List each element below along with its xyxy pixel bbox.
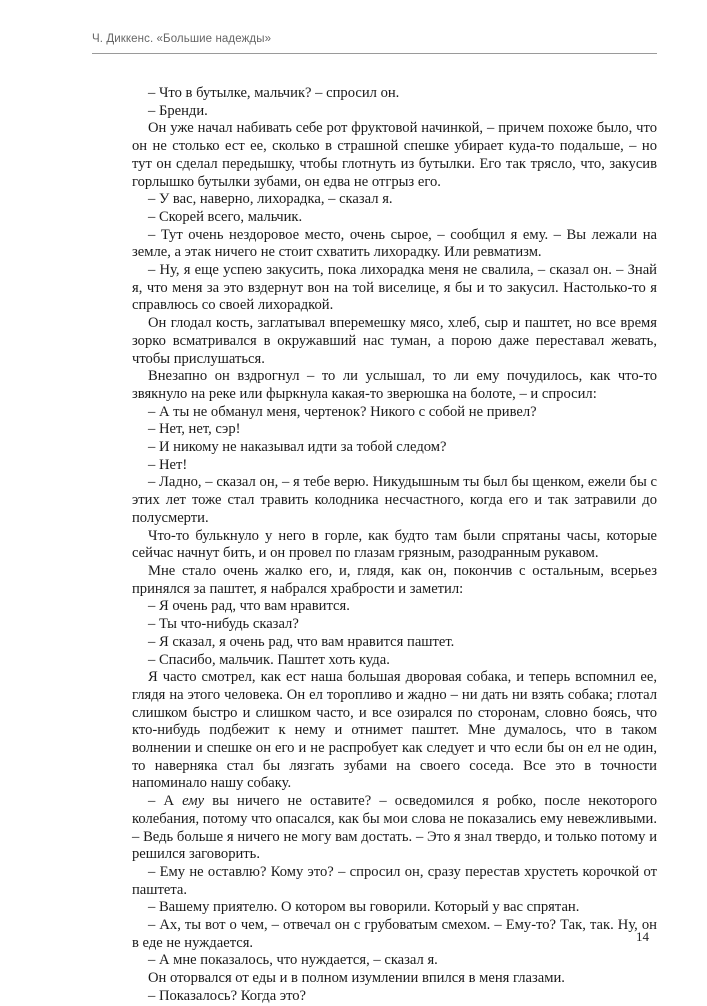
paragraph: – Ладно, – сказал он, – я тебе верю. Никудышным ты был бы щенком, ежели бы с этих лет тоже стал травить колодника несчастного, когда его и так затравили до полусмерти. — [132, 474, 657, 526]
paragraph: Он оторвался от еды и в полном изумлении впился в меня глазами. — [148, 970, 565, 987]
paragraph: – Тут очень нездоровое место, очень сырое, – сообщил я ему. – Вы лежали на земле, а этак ничего не стоит схватить лихорадку. Или ревматизм. — [132, 226, 657, 261]
paragraph: – Ах, ты вот о чем, – отвечал он с грубоватым смехом. – Ему-то? Так, так. Ну, он в еде не нуждается. — [132, 917, 657, 951]
paragraph: Мне стало очень жалко его, и, глядя, как он, покончив с остальным, всерьез принялся за паштет, я набрался храбрости и заметил: — [132, 562, 657, 597]
header-rule — [92, 53, 657, 54]
paragraph: – Скорей всего, мальчик. — [148, 208, 303, 225]
paragraph: – Ты что-нибудь сказал? — [148, 616, 299, 633]
paragraph: – Ему не оставлю? Кому это? – спросил он, сразу перестав хрустеть корочкой от паштета. — [132, 863, 657, 898]
paragraph: Я часто смотрел, как ест наша большая дворовая собака, и теперь вспомнил ее, глядя на этого человека. Он ел торопливо и жадно – ни дать ни взять собака; глотал слишком быстро и слишком часто, и все озирался по сторонам, словно боясь, что кто-нибудь подбежит к нему и отнимет паштет. Мне думалось, что в таком волнении и спешке он его и не распробует как следует и что если бы он ел не один, то наверняка стал бы лязгать зубами на своего соседа. Все это в точности напоминало нашу собаку. — [132, 669, 657, 792]
paragraph: – Показалось? Когда это? — [148, 987, 307, 1004]
emphasized-word: ему — [182, 793, 205, 810]
paragraph: – Спасибо, мальчик. Паштет хоть куда. — [148, 651, 390, 668]
paragraph: – У вас, наверно, лихорадка, – сказал я. — [148, 191, 393, 208]
paragraph: Внезапно он вздрогнул – то ли услышал, то ли ему почудилось, как что-то звякнуло на реке или фыркнула какая-то зверюшка на болоте, – и спросил: — [132, 368, 657, 402]
text-run: – А — [148, 793, 183, 810]
paragraph: – Нет, нет, сэр! — [148, 421, 241, 438]
page-number: 14 — [636, 929, 649, 944]
text-run: вы ничего не оставите? – осведомился я робко, после некоторого колебания, потому что опасался, как бы мои слова не показались ему невежливыми. – Ведь больше я ничего не могу вам достать. – Это я знал твердо, и только потому и решился заговорить. — [132, 793, 658, 863]
paragraph: – А ты не обманул меня, чертенок? Никого с собой не привел? — [148, 403, 537, 420]
paragraph: – И никому не наказывал идти за тобой следом? — [148, 439, 447, 456]
paragraph: – Нет! — [148, 456, 188, 473]
paragraph: – А мне показалось, что нуждается, – сказал я. — [148, 952, 438, 969]
paragraph: – Что в бутылке, мальчик? – спросил он. — [148, 85, 400, 101]
paragraph: – Я очень рад, что вам нравится. — [148, 598, 350, 615]
body-text — [132, 85, 657, 1006]
paragraph: – Бренди. — [148, 102, 208, 119]
paragraph: Он глодал кость, заглатывал вперемешку мясо, хлеб, сыр и паштет, но все время зорко всматривался в окружавший нас туман, а порою даже переставал жевать, чтобы прислушаться. — [132, 315, 657, 367]
running-header: Ч. Диккенс. «Большие надежды» — [92, 33, 272, 45]
paragraph-with-emphasis — [132, 793, 657, 864]
paragraph: – Вашему приятелю. О котором вы говорили. Который у вас спрятан. — [148, 899, 580, 916]
paragraph: – Ну, я еще успею закусить, пока лихорадка меня не свалила, – сказал он. – Знай я, что меня за это вздернут вон на той виселице, я бы и то закусил. Настолько-то я справлюсь со своей лихорадкой. — [132, 262, 657, 314]
paragraph: Он уже начал набивать себе рот фруктовой начинкой, – причем похоже было, что он не столько ест ее, сколько в страшной спешке убирает куда-то подальше, – но тут он сделал передышку, чтобы глотнуть из бутылки. Его так трясло, что, закусив горлышко бутылки зубами, он едва не отгрыз его. — [132, 120, 657, 190]
paragraph: – Я сказал, я очень рад, что вам нравится паштет. — [148, 633, 455, 650]
paragraph: Что-то булькнуло у него в горле, как будто там были спрятаны часы, которые сейчас начнут бить, и он провел по глазам грязным, разодранным рукавом. — [132, 527, 657, 562]
